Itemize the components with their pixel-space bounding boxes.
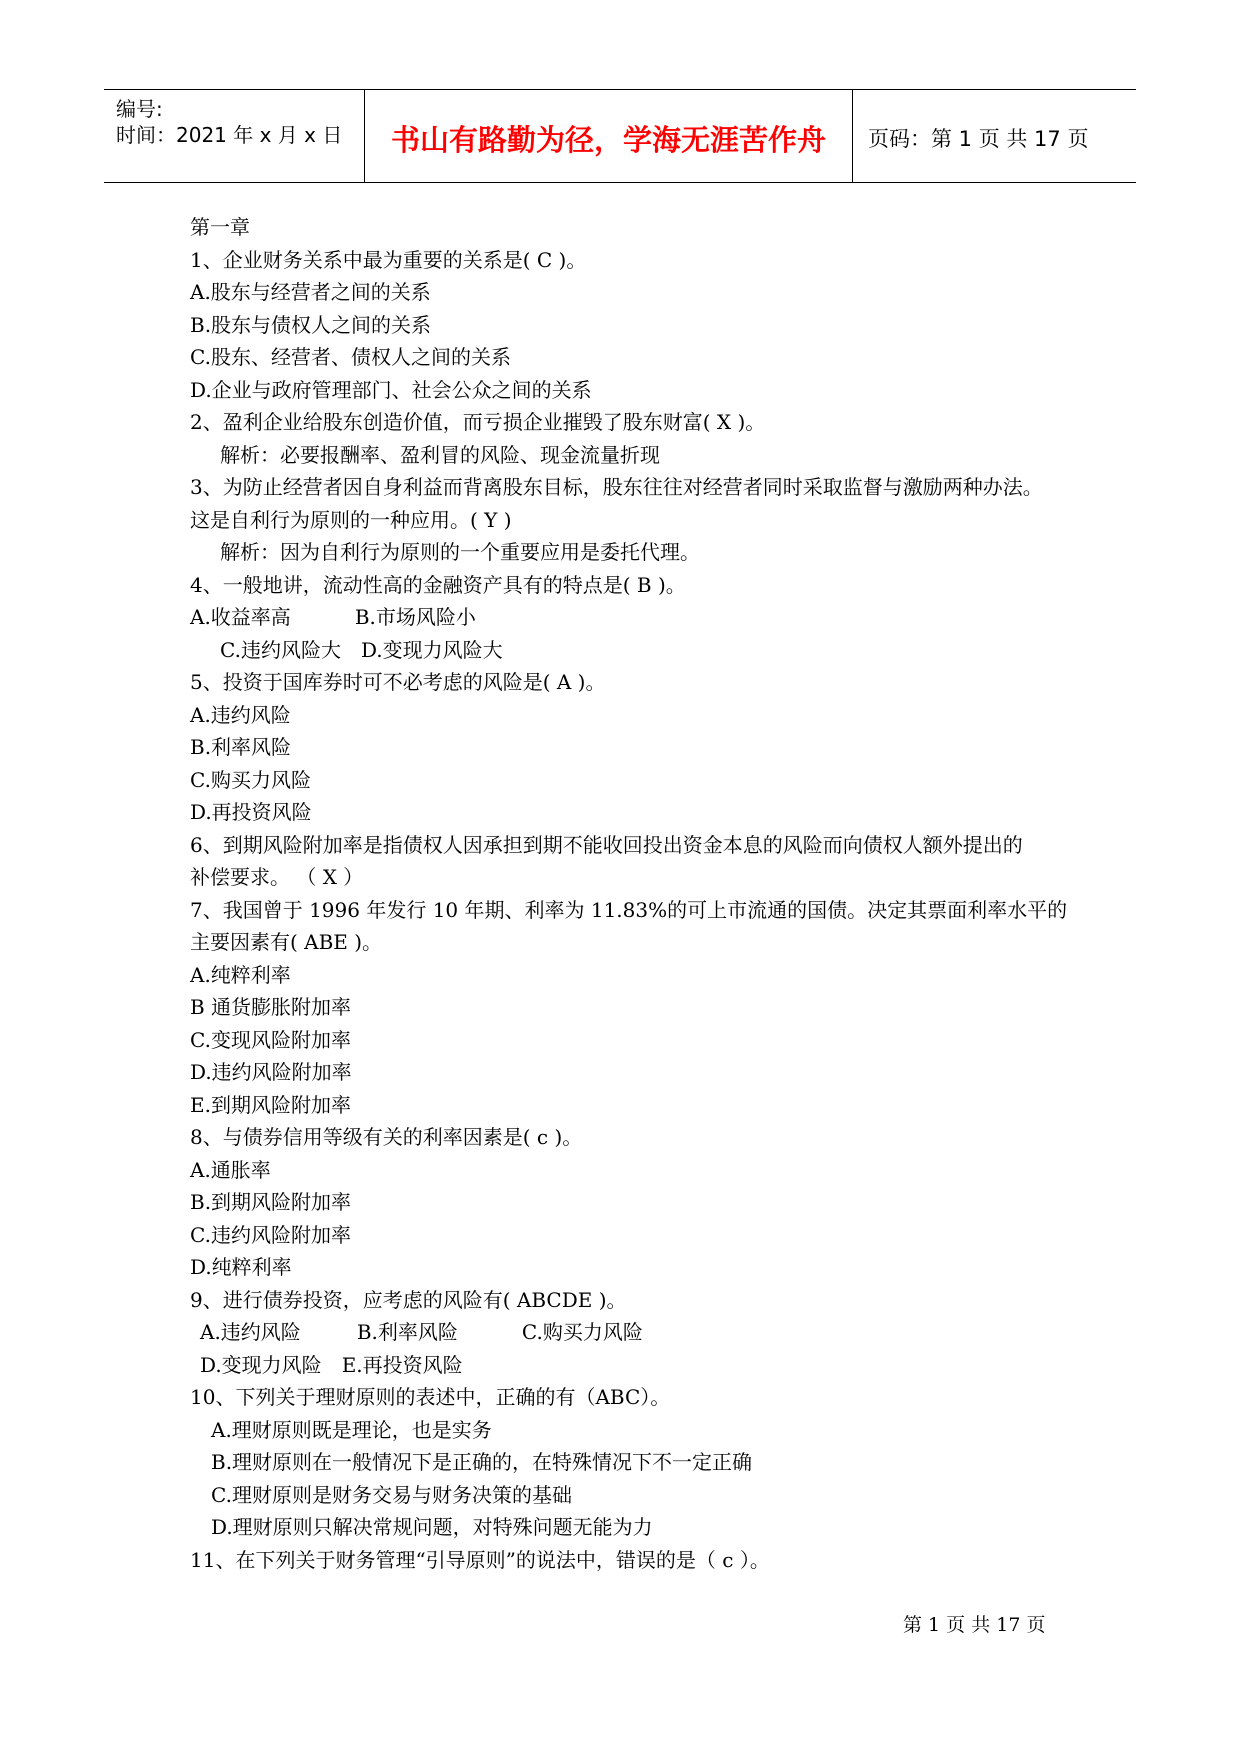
document-header <box>104 89 1136 183</box>
option-text: B.到期风险附加率 <box>190 1190 352 1214</box>
option-text: C.理财原则是财务交易与财务决策的基础 <box>211 1482 572 1507</box>
number-label: 编号: <box>116 97 163 121</box>
option-text: A.违约风险 <box>200 1320 301 1344</box>
page-footer: 第 1 页 共 17 页 <box>903 1614 1046 1636</box>
header-middle-cell <box>364 90 853 182</box>
question-5: 5、投资于国库券时可不必考虑的风险是( A )。 <box>190 670 606 694</box>
option-row <box>190 634 1140 667</box>
analysis-text: 解析：必要报酬率、盈利冒的风险、现金流量折现 <box>220 442 660 467</box>
question-6-continued: 补偿要求。 （ X ） <box>190 865 364 889</box>
option-text: C.购买力风险 <box>190 767 311 792</box>
document-body <box>190 211 1140 1576</box>
option-row <box>190 1349 1140 1382</box>
question-3: 3、为防止经营者因自身利益而背离股东目标，股东往往对经营者同时采取监督与激励两种办法。 <box>190 475 1043 499</box>
option-text: D.变现力风险 <box>200 1352 322 1377</box>
option-text: B 通货膨胀附加率 <box>190 995 352 1019</box>
question-4: 4、一般地讲，流动性高的金融资产具有的特点是( B )。 <box>190 572 686 597</box>
option-text: A.纯粹利率 <box>190 962 291 987</box>
chapter-title: 第一章 <box>190 215 250 239</box>
header-left-cell <box>104 90 364 182</box>
option-text: D.企业与政府管理部门、社会公众之间的关系 <box>190 377 592 402</box>
question-8: 8、与债券信用等级有关的利率因素是( c )。 <box>190 1125 583 1149</box>
option-row <box>190 1316 1140 1349</box>
question-2: 2、盈利企业给股东创造价值，而亏损企业摧毁了股东财富( X )。 <box>190 410 766 434</box>
motto-title: 书山有路勤为径，学海无涯苦作舟 <box>390 123 826 157</box>
option-text: B.股东与债权人之间的关系 <box>190 312 432 337</box>
option-text: D.变现力风险大 <box>360 637 503 662</box>
option-text: D.理财原则只解决常规问题，对特殊问题无能为力 <box>211 1515 653 1539</box>
question-1: 1、企业财务关系中最为重要的关系是( C )。 <box>190 247 587 272</box>
option-text: B.利率风险 <box>356 1320 458 1344</box>
option-text: E.再投资风险 <box>341 1352 463 1377</box>
option-text: B.利率风险 <box>190 735 292 759</box>
option-text: A.股东与经营者之间的关系 <box>190 280 431 304</box>
question-11: 11、在下列关于财务管理“引导原则”的说法中，错误的是（ c ）。 <box>190 1547 770 1572</box>
header-right-cell <box>852 90 1136 182</box>
option-text: E.到期风险附加率 <box>190 1092 351 1117</box>
question-7-continued: 主要因素有( ABE )。 <box>190 930 383 954</box>
page-code: 页码：第 1 页 共 17 页 <box>868 127 1089 151</box>
question-6: 6、到期风险附加率是指债权人因承担到期不能收回投出资金本息的风险而向债权人额外提出的 <box>190 832 1023 857</box>
analysis-text: 解析：因为自利行为原则的一个重要应用是委托代理。 <box>220 540 700 564</box>
option-text: C.违约风险大 <box>220 637 341 662</box>
option-text: A.理财原则既是理论，也是实务 <box>211 1417 492 1442</box>
option-text: C.股东、经营者、债权人之间的关系 <box>190 345 511 369</box>
option-text: C.违约风险附加率 <box>190 1222 351 1247</box>
question-9: 9、进行债券投资，应考虑的风险有( ABCDE )。 <box>190 1287 627 1312</box>
option-text: B.市场风险小 <box>354 605 476 629</box>
option-text: D.纯粹利率 <box>190 1255 292 1279</box>
time-label: 时间：2021 年 x 月 x 日 <box>116 123 343 147</box>
option-text: A.违约风险 <box>190 702 291 727</box>
option-row <box>190 601 1140 634</box>
option-text: C.变现风险附加率 <box>190 1027 351 1052</box>
option-text: B.理财原则在一般情况下是正确的，在特殊情况下不一定正确 <box>211 1450 753 1474</box>
question-3-continued: 这是自利行为原则的一种应用。( Y ) <box>190 507 512 532</box>
option-text: D.再投资风险 <box>190 800 312 824</box>
question-10: 10、下列关于理财原则的表述中，正确的有（ABC）。 <box>190 1385 671 1409</box>
question-7: 7、我国曾于 1996 年发行 10 年期、利率为 11.83%的可上市流通的国债。决定其票面利率水平的 <box>190 897 1068 922</box>
option-text: C.购买力风险 <box>521 1320 643 1344</box>
option-text: A.收益率高 <box>190 605 291 629</box>
option-text: D.违约风险附加率 <box>190 1060 352 1084</box>
option-text: A.通胀率 <box>190 1157 271 1182</box>
